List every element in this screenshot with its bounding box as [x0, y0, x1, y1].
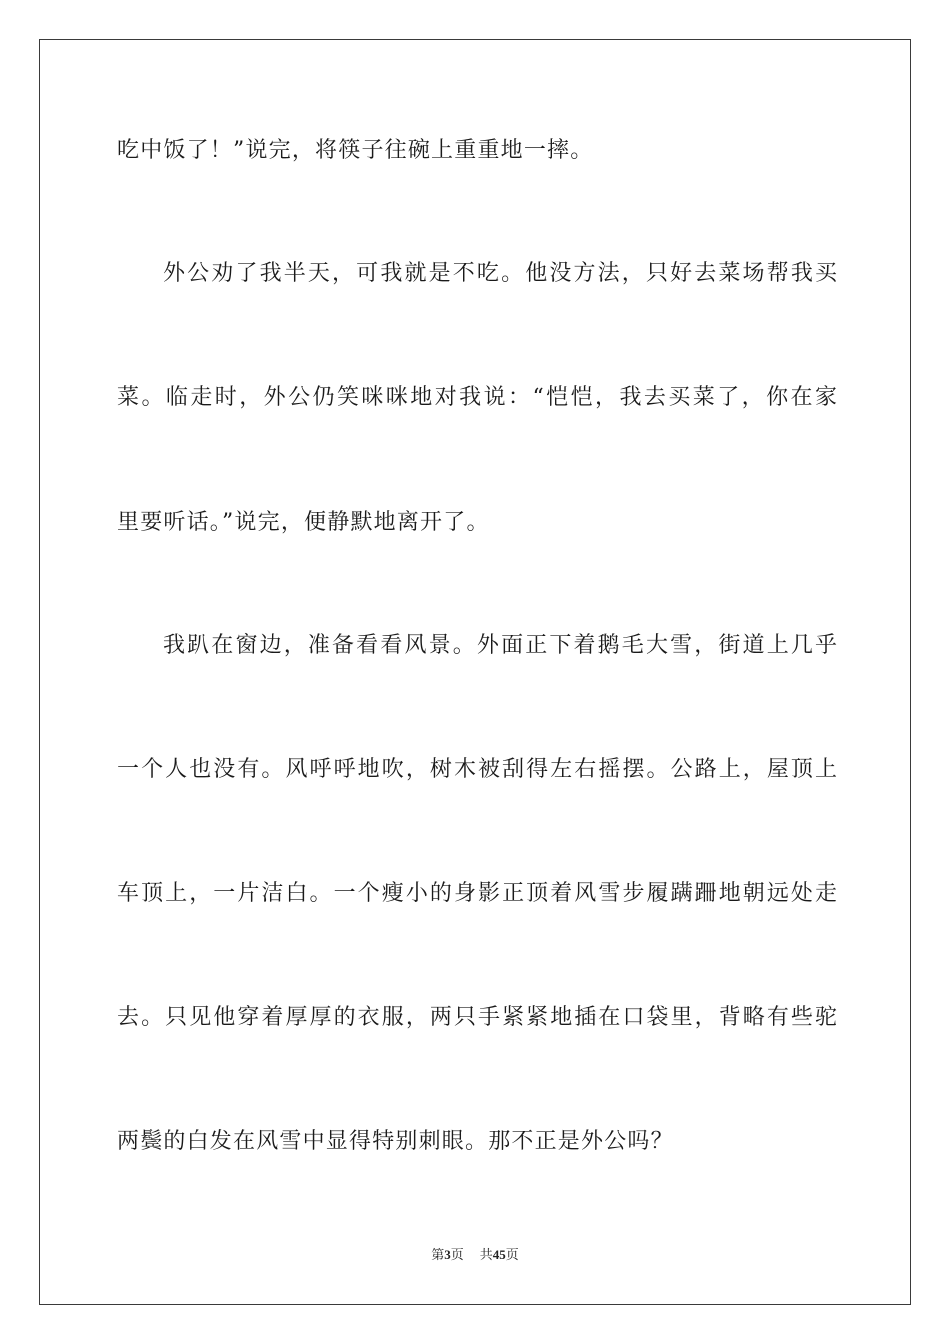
total-suffix: 页 — [505, 1248, 519, 1263]
page-footer — [0, 1246, 950, 1265]
page-suffix: 页 — [450, 1248, 464, 1263]
text-line-1: 吃中饭了！”说完，将筷子往碗上重重地一摔。 — [117, 138, 594, 163]
text-line-3: 菜。临走时，外公仍笑咪咪地对我说：“恺恺，我去买菜了，你在家 — [117, 385, 837, 410]
total-pages: 45 — [492, 1247, 506, 1262]
page-prefix: 第 — [431, 1248, 445, 1263]
page-number: 3 — [444, 1247, 451, 1262]
text-line-8: 去。只见他穿着厚厚的衣服，两只手紧紧地插在口袋里，背略有些驼 — [117, 1005, 837, 1030]
text-line-7: 车顶上，一片洁白。一个瘦小的身影正顶着风雪步履蹒跚地朝远处走 — [117, 881, 837, 906]
page-border — [39, 39, 911, 1305]
text-line-5: 我趴在窗边，准备看看风景。外面正下着鹅毛大雪，街道上几乎 — [163, 633, 837, 658]
text-line-4: 里要听话。”说完，便静默地离开了。 — [117, 510, 490, 535]
text-line-6: 一个人也没有。风呼呼地吹，树木被刮得左右摇摆。公路上，屋顶上 — [117, 757, 837, 782]
text-line-9: 两鬓的白发在风雪中显得特别刺眼。那不正是外公吗？ — [117, 1129, 674, 1154]
total-prefix: 共 — [479, 1248, 493, 1263]
text-line-2: 外公劝了我半天，可我就是不吃。他没方法，只好去菜场帮我买 — [163, 261, 837, 286]
